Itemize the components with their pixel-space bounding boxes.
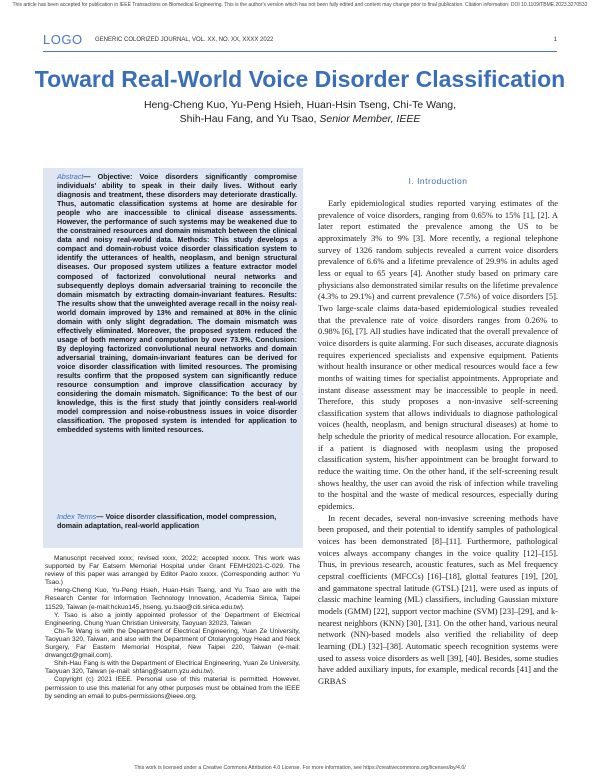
authors-line-1: Heng-Cheng Kuo, Yu-Peng Hsieh, Huan-Hsin Tseng, Chi-Te Wang, bbox=[143, 99, 457, 111]
journal-info: GENERIC COLORIZED JOURNAL, VOL. XX, NO. XX, XXXX 2022 bbox=[95, 37, 274, 43]
introduction-paragraph-2: In recent decades, several non-invasive screening methods have been proposed, and their potential to identify samples of pathological voices has been demonstrated [8]–[11]. Furthermore, pathological voices always accompany changes in the voice quality [12]–[15]. Thus, in previous research, acoustic features, such as Mel frequency cepstral coefficients (MFCCs) [16]–[18], glottal features [19], [20], and gammatone spectral latitude (GTSL) [21], were used as inputs of classic machine learning (ML) classifiers, including Gaussian mixture models (GMM) [22], support vector machine (SVM) [23]–[29], and k-nearest neighbors (KNN) [30], [31]. On the other hand, various neural network (NN)-based models also verified the reliability of deep learning (DL) [32]–[38]. Automatic speech recognition systems were used to assess voice disorders as well [39], [40]. Besides, some studies have added auxiliary inputs, for example, medical records [41] and the GRBAS bbox=[318, 512, 558, 686]
authors-line-2 bbox=[0, 112, 600, 126]
running-header bbox=[43, 32, 557, 48]
introduction-paragraph-1: Early epidemiological studies reported varying estimates of the prevalence of voice disorders, ranging from 0.65% to 15% [1], [2]. A later report estimated the prevalence among the US to be approximately 3% to 9% [3]. More recently, a regional telephone survey of 1326 random subjects revealed a current voice disorders prevalence of 6.6% and a lifetime prevalence of 29.9% in adults aged less or equal to 65 years [4]. Another study based on primary care physicians also demonstrated similar results on the lifetime prevalence (4.3% to 29.1%) and current prevalence (7.5%) of voice disorders [5]. Two large-scale claims data-based epidemiological studies revealed that the prevalence rate of voice disorders ranges from 0.26% to 0.98% [6], [7]. All studies have indicated that the overall prevalence of voice disorders is quite alarming. For such diseases, accurate diagnosis requires experienced specialists and expensive equipment. Patients without health insurance or other medical resources would face a few months of waiting times for specialist appointments. Appropriate and instant disease assessment may be inaccessible to people in need. Therefore, this study proposes a non-invasive self-screening classification system that allows individuals to diagnose pathological voices (health, neoplasm, and benign structural diseases) at home to help schedule the priority of medical resource allocation. For example, if a patient is diagnosed with neoplasm using the proposed classification system, his/her appointment can be brought forward to reduce the waiting time. On the other hand, if the self-screening result shows healthy, the user can avoid the risk of infection while traveling to the hospital and the waste of medical resources, especially during epidemics. bbox=[318, 198, 558, 512]
index-terms-label: Index Terms bbox=[57, 512, 97, 521]
author-list bbox=[0, 98, 600, 126]
section-heading-introduction: I. Introduction bbox=[408, 176, 468, 186]
footnote-affiliation-2: Y. Tsao is also a jointly appointed professor of the Department of Electrical Engineering, Chung Yuan Christian University, Taoyuan 32023, Taiwan bbox=[45, 611, 300, 627]
footnote-affiliation-3: Chi-Te Wang is with the Department of Electrical Engineering, Yuan Ze University, Taoyuan 320, Taiwan, and also with the Department of Otolaryngology Head and Neck Surgery, Far Eastern Memorial Hospital, New Taipei 220, Taiwan (e-mail: drwangct@gmail.com). bbox=[45, 627, 300, 660]
footnote-copyright: Copyright (c) 2021 IEEE. Personal use of this material is permitted. However, permission to use this material for any other purposes must be obtained from the IEEE by sending an email to pubs-permissions@ieee.org. bbox=[45, 676, 300, 700]
journal-logo: LOGO bbox=[43, 32, 83, 47]
paper-title: Toward Real-World Voice Disorder Classification bbox=[34, 66, 566, 92]
introduction-body bbox=[318, 198, 558, 688]
abstract-label: Abstract bbox=[57, 172, 84, 181]
footnote-affiliation-1: Heng-Cheng Kuo, Yu-Peng Hsieh, Huan-Hsin Tseng, and Yu Tsao are with the Research Center for Information Technology Innovation, Academia Sinica, Taipei 11529, Taiwan (e-mail:hckuo145, hseng, yu.tsao@citi.sinica.edu.tw). bbox=[45, 587, 300, 611]
footnote-manuscript: Manuscript received xxxx; revised xxxx, 2022; accepted xxxxx. This work was supported by Far Eatsern Memorial Hospital under Grant FEMH2021-C-029. The review of this paper was arranged by Editor Paolo xxxxx. (Corresponding author: Yu Tsao.) bbox=[45, 555, 300, 587]
index-terms-text: — Voice disorder classification, model compression, domain adaptation, real-world application bbox=[57, 512, 277, 530]
license-footer: This work is licensed under a Creative Commons Attribution 4.0 License. For more information, see https://creativecommons.org/licenses/by/4.0/ bbox=[134, 765, 466, 771]
page-number: 1 bbox=[553, 37, 557, 43]
abstract bbox=[57, 172, 297, 434]
footnote-affiliation-4: Shih-Hau Fang is with the Department of Electrical Engineering, Yuan Ze University, Taoyuan 320, Taiwan (e-mail: shfang@saturn.yzu.edu.tw). bbox=[45, 660, 300, 676]
abstract-text: — Objective: Voice disorders significantly compromise individuals' ability to speak in their daily lives. Without early diagnosis and treatment, these disorders may deteriorate drastically. Thus, automatic classification systems at home are desirable for people who are inaccessible to clinical disease assessments. However, the performance of such systems may be weakened due to the constrained resources and domain mismatch between the clinical data and noisy real-world data. Methods: This study develops a compact and domain-robust voice disorder classification system to identify the utterances of health, neoplasm, and benign structural diseases. Our proposed system utilizes a feature extractor model composed of factorized convolutional neural networks and subsequently deploys domain adversarial training to reconcile the domain mismatch by extracting domain-invariant features. Results: The results show that the unweighted average recall in the noisy real-world domain improved by 13% and remained at 80% in the clinic domain with only slight degradation. The domain mismatch was effectively eliminated. Moreover, the proposed system reduced the usage of both memory and computation by over 73.9%. Conclusion: By deploying factorized convolutional neural networks and domain adversarial training, domain-invariant features can be derived for voice disorder classification with limited resources. The promising results confirm that the proposed system can significantly reduce resource consumption and improve classification accuracy by considering the domain mismatch. Significance: To the best of our knowledge, this is the first study that jointly considers real-world model compression and noise-robustness issues in voice disorder classification. The proposed system is intended for application to embedded systems with limited resources. bbox=[57, 172, 297, 435]
index-terms bbox=[57, 512, 297, 530]
publication-notice: This article has been accepted for publication in IEEE Transactions on Biomedical Engineering. This is the author's version which has not been fully edited and content may change prior to final publication. Citation information: DOI 10.1109/TBME.2023.3270532 bbox=[12, 2, 588, 8]
author-role: Senior Member, IEEE bbox=[319, 113, 421, 125]
authors-line-2-names: Shih-Hau Fang, and Yu Tsao, bbox=[179, 113, 317, 125]
footnotes bbox=[45, 555, 300, 701]
header-rule bbox=[43, 51, 557, 52]
